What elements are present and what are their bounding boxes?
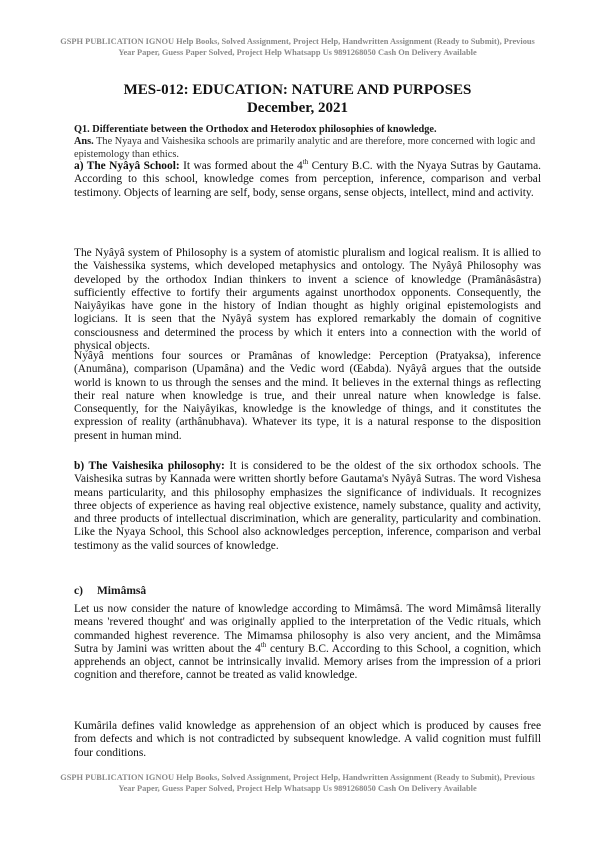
nyaya-p1-sup: th — [302, 158, 309, 167]
mimamsa-label: c) — [74, 585, 83, 597]
mimamsa-heading — [74, 585, 146, 597]
question-text: Q1. Differentiate between the Orthodox and Heterodox philosophies of knowledge. — [74, 124, 437, 135]
answer-intro-text: The Nyaya and Vaishesika schools are primarily analytic and are therefore, more concerned with logic and epistemology than ethics. — [74, 136, 536, 160]
nyaya-p1-text-b: Century B.C. with the Nyaya Sutras by Gautama. According to this school, knowledge comes from perception, inference, comparison and verbal testimony. Objects of learning are self, body, sense organs, sense objects, intellect, mind and activity. — [74, 160, 541, 199]
mimamsa-paragraph-1 — [74, 603, 541, 683]
nyaya-p1-text-a: It was formed about the 4 — [179, 160, 303, 172]
mimamsa-p1-sup: th — [260, 641, 267, 650]
mimamsa-p1-text-b: century B.C. According to this School, a cognition, which apprehends an object, cannot be intrinsically invalid. Memory arises from the impression of a priori cognition and therefore, cannot be treated as valid knowledge. — [74, 642, 541, 682]
document-title: MES-012: EDUCATION: NATURE AND PURPOSES — [123, 82, 472, 98]
vaishesika-paragraph — [74, 460, 541, 553]
nyaya-heading: a) The Nyâyâ School: — [74, 160, 180, 172]
mimamsa-p1-text-a: Let us now consider the nature of knowledge according to Mimâmsâ. The word Mimâmsâ literally means 'revered thought' and was originally applied to the interpretation of the Vedic rituals, which commanded highest reverence. The Mimamsa philosophy is also very ancient, and the Mimâmsa Sutra by Jamini was written about the 4 — [74, 603, 541, 655]
nyaya-paragraph-2: The Nyâyâ system of Philosophy is a system of atomistic pluralism and logical realism. It is allied to the Vaishessika systems, which developed metaphysics and ontology. The Nyâyâ Philosophy was developed by the orthodox Indian thinkers to invent a science of knowledge (Pramânâsâstra) sufficiently effective to fortify their arguments against unorthodox opponents. Consequently, the Naiyâyikas have gone in the history of Indian thought as highly original epistemologists and logicians. It is seen that the Nyâyâ system has explored remarkably the domain of cognitive consciousness and determined the process by which it enters into a connection with the world of physical objects. — [74, 247, 541, 353]
header-banner: GSPH PUBLICATION IGNOU Help Books, Solved Assignment, Project Help, Handwritten Assignment (Ready to Submit), Previous Year Paper, Guess Paper Solved, Project Help Whatsapp Us 9891268050 Cash On Delivery Available — [60, 37, 535, 57]
answer-label: Ans. — [74, 136, 94, 147]
nyaya-paragraph-1 — [74, 160, 541, 200]
exam-date: December, 2021 — [246, 100, 349, 116]
footer-banner: GSPH PUBLICATION IGNOU Help Books, Solved Assignment, Project Help, Handwritten Assignment (Ready to Submit), Previous Year Paper, Guess Paper Solved, Project Help Whatsapp Us 9891268050 Cash On Delivery Available — [60, 773, 535, 793]
nyaya-paragraph-3: Nyâyâ mentions four sources or Pramânas of knowledge: Perception (Pratyaksa), inference (Anumâna), comparison (Upamâna) and the Vedic word (Œabda). Nyâyâ argues that the outside world is known to us through the senses and the mind. It believes in the external things as reflecting their real nature when knowledge is true, and their unreal nature when knowledge is false. Consequently, for the Naiyâyikas, knowledge is the knowledge of things, and it constitutes the expression of reality (arthânubhava). Whatever its type, it is a natural response to the disposition present in human mind. — [74, 350, 541, 442]
mimamsa-title: Mimâmsâ — [96, 585, 147, 597]
vaishesika-heading: b) The Vaishesika philosophy: — [74, 460, 225, 472]
vaishesika-text: It is considered to be the oldest of the six orthodox schools. The Vaishesika sutras by Kannada were written shortly before Gautama's Nyâyâ Sutras. The word Vishesa means particularity, and this philosophy emphasizes the significance of individuals. It recognizes three objects of experience as having real objective existence, namely substance, quality and activity, and three products of intellectual discrimination, which are generality, particularity and combination. Like the Nyaya School, this School also acknowledges perception, inference, comparison and verbal testimony as the valid sources of knowledge. — [74, 460, 541, 552]
mimamsa-paragraph-2: Kumârila defines valid knowledge as apprehension of an object which is produced by causes free from defects and which is not contradicted by subsequent knowledge. A valid cognition must fulfill four conditions. — [74, 720, 541, 759]
